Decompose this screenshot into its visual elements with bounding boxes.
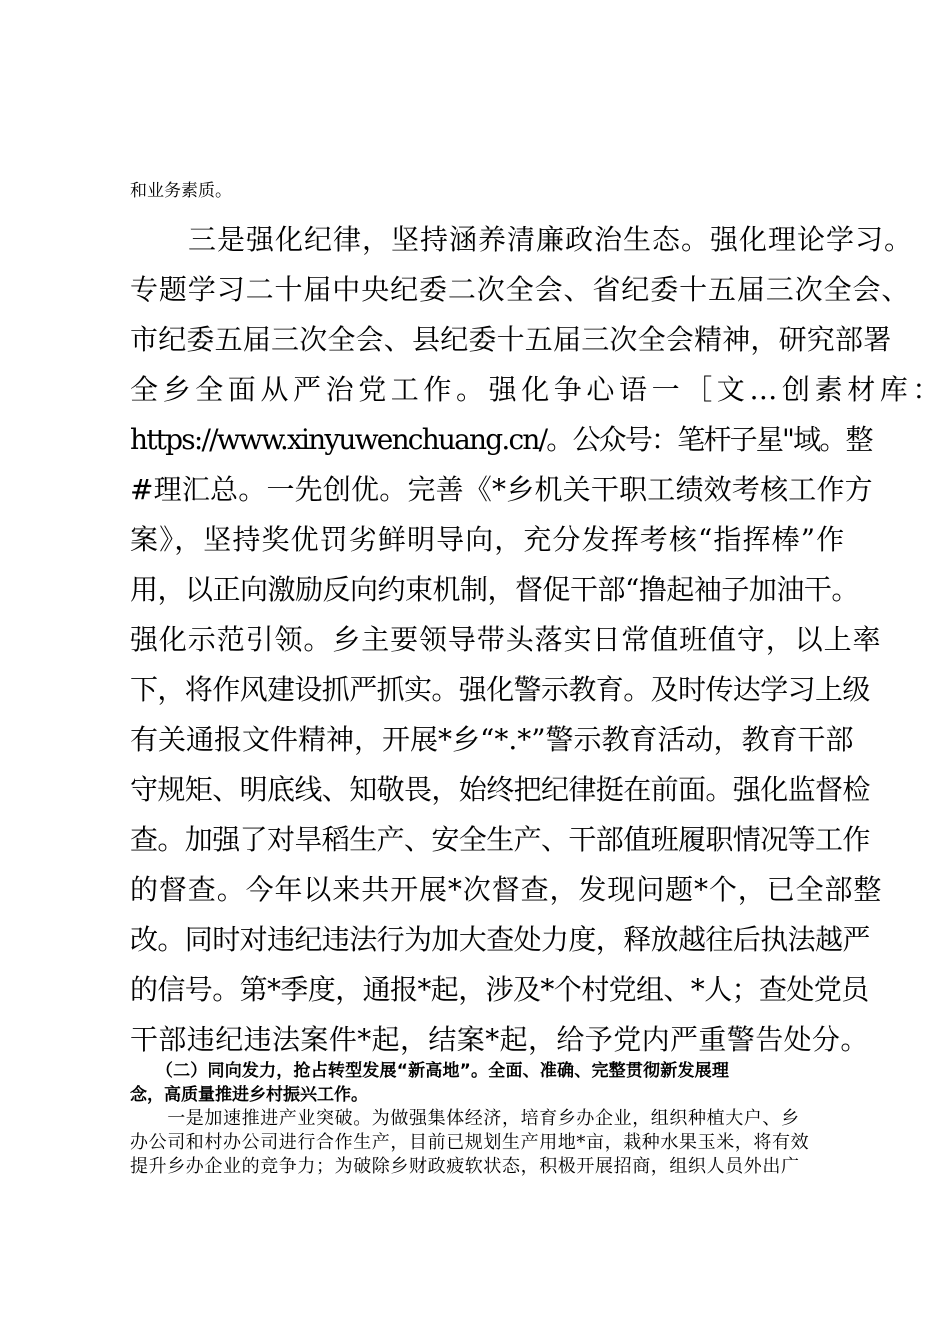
paragraph-line: 一是加速推进产业突破。为做强集体经济，培育乡办企业，组织种植大户、乡 bbox=[130, 1108, 800, 1129]
paragraph-line: 守规矩、明底线、知敬畏，始终把纪律挺在前面。强化监督检 bbox=[130, 773, 870, 806]
paragraph-line: 查。加强了对旱稻生产、安全生产、干部值班履职情况等工作 bbox=[130, 823, 870, 856]
paragraph-line: https://www.xinyuwenchuang.cn/。公众号：笔杆子星"域。整 bbox=[130, 423, 872, 456]
paragraph-line: 的督查。今年以来共开展*次督查，发现问题*个，已全部整 bbox=[130, 873, 883, 906]
paragraph-line: 办公司和村办公司进行合作生产，目前已规划生产用地*亩，栽种水果玉米，将有效 bbox=[130, 1132, 810, 1153]
paragraph-line: 三是强化纪律，坚持涵养清廉政治生态。强化理论学习。 bbox=[130, 223, 914, 256]
paragraph-line: 市纪委五届三次全会、县纪委十五届三次全会精神，研究部署 bbox=[130, 323, 892, 356]
paragraph-line: 的信号。第*季度，通报*起，涉及*个村党组、*人；查处党员 bbox=[130, 973, 869, 1006]
paragraph-line: #理汇总。一先创优。完善《*乡机关干职工绩效考核工作方 bbox=[130, 473, 873, 506]
paragraph-line: 用，以正向激励反向约束机制，督促干部“撸起袖子加油干。 bbox=[130, 573, 859, 606]
paragraph-line: 下，将作风建设抓严抓实。强化警示教育。及时传达学习上级 bbox=[130, 673, 870, 706]
section-heading-line: 念，高质量推进乡村振兴工作。 bbox=[130, 1085, 368, 1105]
paragraph-line: 改。同时对违纪违法行为加大查处力度，释放越往后执法越严 bbox=[130, 923, 870, 956]
paragraph-line: 强化示范引领。乡主要领导带头落实日常值班值守，以上率 bbox=[130, 623, 882, 656]
paragraph-line: 和业务素质。 bbox=[130, 181, 232, 201]
paragraph-line: 干部违纪违法案件*起，结案*起，给予党内严重警告处分。 bbox=[130, 1023, 869, 1056]
paragraph-line: 提升乡办企业的竞争力；为破除乡财政疲软状态，积极开展招商，组织人员外出广 bbox=[130, 1156, 800, 1177]
section-heading-line: （二）同向发力，抢占转型发展“新高地”。全面、准确、完整贯彻新发展理 bbox=[130, 1061, 730, 1081]
paragraph-line: 专题学习二十届中央纪委二次全会、省纪委十五届三次全会、 bbox=[130, 273, 911, 306]
paragraph-line: 有关通报文件精神，开展*乡“*.*”警示教育活动，教育干部 bbox=[130, 723, 854, 756]
paragraph-line: 全乡全面从严治党工作。强化争心语一［文…创素材库： bbox=[130, 373, 946, 406]
paragraph-line: 案》，坚持奖优罚劣鲜明导向，充分发挥考核“指挥棒”作 bbox=[130, 523, 846, 556]
